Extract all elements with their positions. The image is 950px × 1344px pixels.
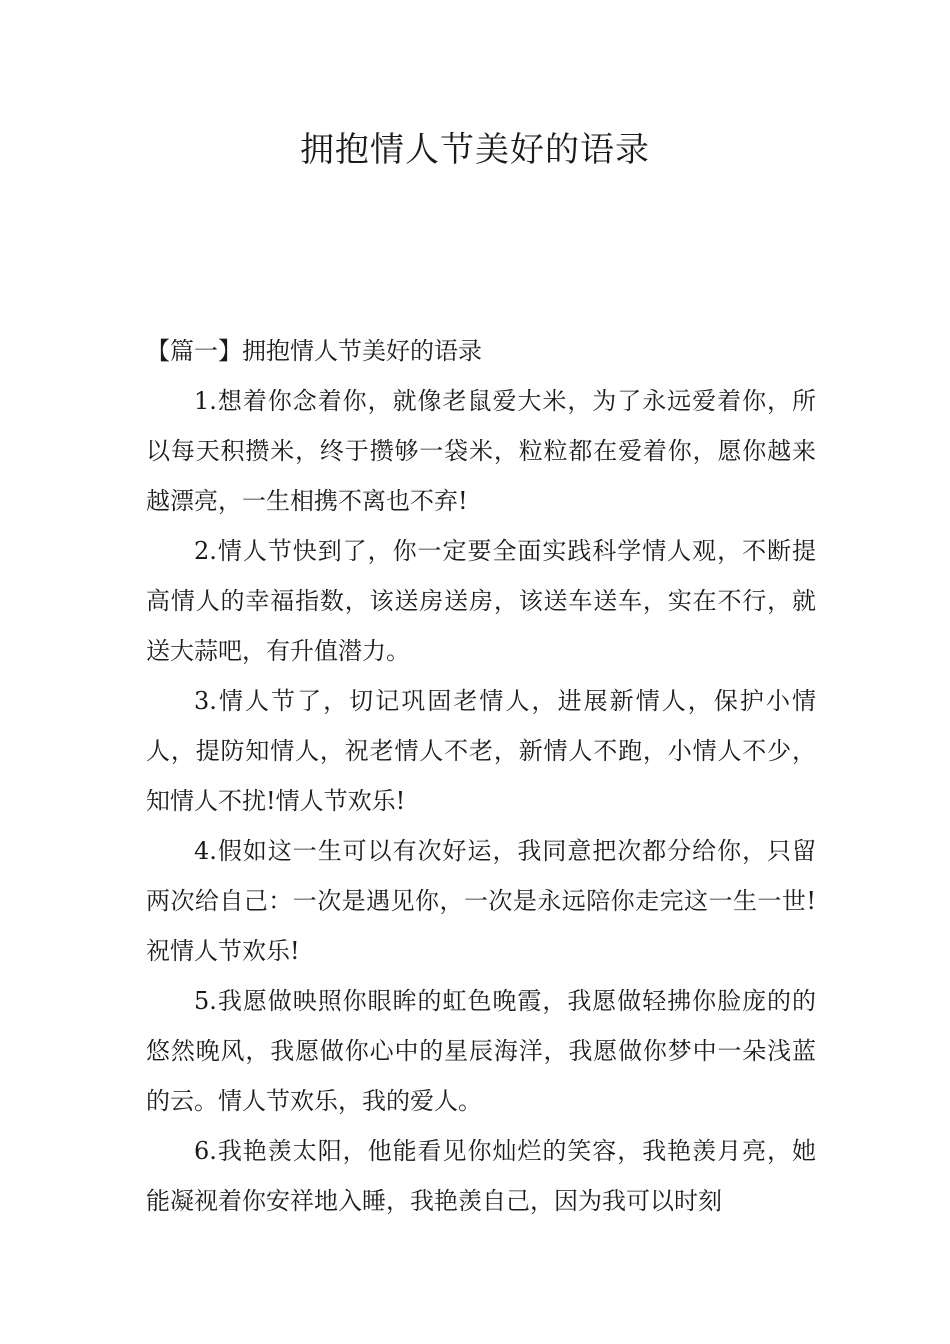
- paragraph-5: 5.我愿做映照你眼眸的虹色晚霞，我愿做轻拂你脸庞的的悠然晚风，我愿做你心中的星辰海洋，我愿做你梦中一朵浅蓝的云。情人节欢乐，我的爱人。: [146, 987, 816, 1115]
- paragraph-3: 3.情人节了，切记巩固老情人，进展新情人，保护小情人，提防知情人，祝老情人不老，新情人不跑，小情人不少，知情人不扰!情人节欢乐!: [146, 687, 816, 815]
- paragraph-4: 4.假如这一生可以有次好运，我同意把次都分给你，只留两次给自己：一次是遇见你，一次是永远陪你走完这一生一世!祝情人节欢乐!: [146, 837, 816, 965]
- paragraph-6: 6.我艳羡太阳，他能看见你灿烂的笑容，我艳羡月亮，她能凝视着你安祥地入睡，我艳羡自己，因为我可以时刻: [146, 1137, 816, 1215]
- document-body: [146, 326, 816, 1226]
- paragraph-1: 1.想着你念着你，就像老鼠爱大米，为了永远爱着你，所以每天积攒米，终于攒够一袋米，粒粒都在爱着你，愿你越来越漂亮，一生相携不离也不弃!: [146, 387, 816, 515]
- document-title: 拥抱情人节美好的语录: [300, 130, 650, 170]
- section-heading: 【篇一】拥抱情人节美好的语录: [146, 337, 482, 365]
- paragraph-2: 2.情人节快到了，你一定要全面实践科学情人观，不断提高情人的幸福指数，该送房送房，该送车送车，实在不行，就送大蒜吧，有升值潜力。: [146, 537, 816, 665]
